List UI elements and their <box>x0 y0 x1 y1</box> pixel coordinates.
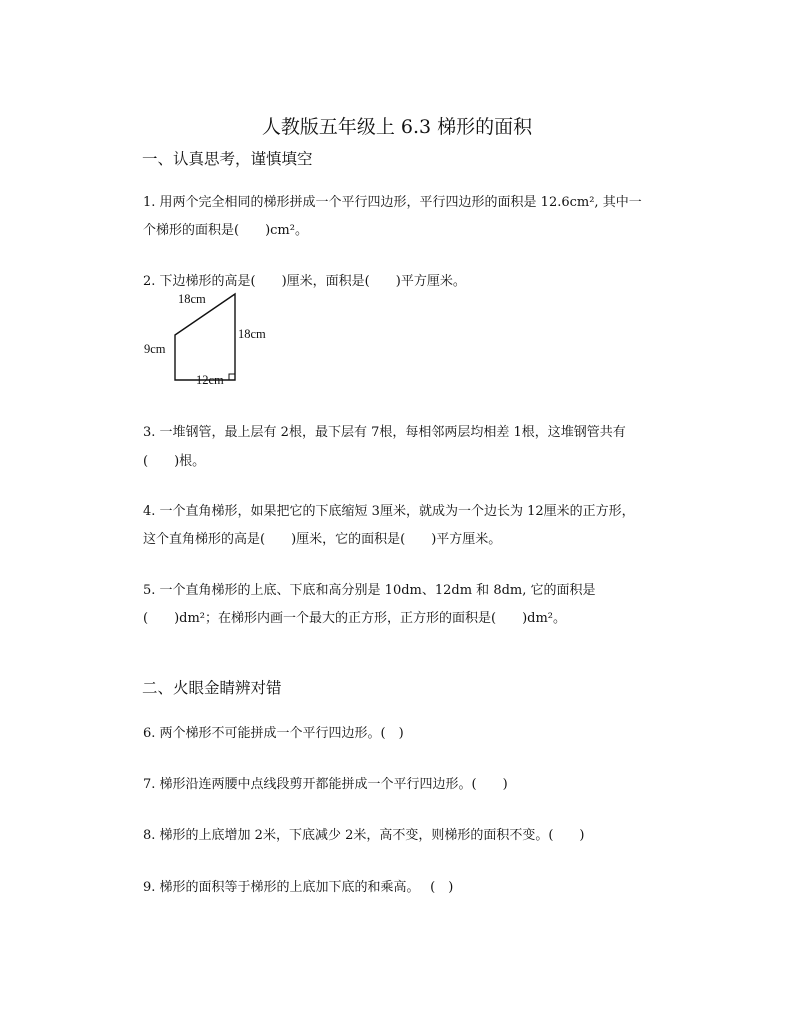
question-8: 8. 梯形的上底增加 2米，下底减少 2米，高不变，则梯形的面积不变。( ) <box>143 828 585 843</box>
section-heading-true-false: 二、火眼金睛辨对错 <box>142 679 282 697</box>
trapezoid-diagram <box>140 287 290 390</box>
question-6: 6. 两个梯形不可能拼成一个平行四边形。( ) <box>143 726 404 741</box>
trapezoid-shape <box>175 294 235 380</box>
section-heading-fill-in: 一、认真思考，谨慎填空 <box>142 150 313 168</box>
label-left-side: 9cm <box>144 342 166 356</box>
question-3-line-1: 3. 一堆钢管，最上层有 2根，最下层有 7根，每相邻两层均相差 1根，这堆钢管共有 <box>143 425 626 440</box>
question-4-line-1: 4. 一个直角梯形，如果把它的下底缩短 3厘米，就成为一个边长为 12厘米的正方形， <box>143 504 635 519</box>
question-1-line-1: 1. 用两个完全相同的梯形拼成一个平行四边形，平行四边形的面积是 12.6cm², 其中一 <box>143 195 642 210</box>
right-angle-marker <box>229 374 235 380</box>
question-4-line-2: 这个直角梯形的高是( )厘米，它的面积是( )平方厘米。 <box>143 532 502 547</box>
question-3-line-2: ( )根。 <box>143 454 206 469</box>
question-2-line-1: 2. 下边梯形的高是( )厘米，面积是( )平方厘米。 <box>143 274 466 289</box>
question-1-line-2: 个梯形的面积是( )cm²。 <box>143 223 308 238</box>
question-7: 7. 梯形沿连两腰中点线段剪开都能拼成一个平行四边形。( ) <box>143 777 508 792</box>
page-title: 人教版五年级上 6.3 梯形的面积 <box>261 116 533 138</box>
label-right-side: 18cm <box>238 327 266 341</box>
question-5-line-2: ( )dm²；在梯形内画一个最大的正方形，正方形的面积是( )dm²。 <box>143 611 567 626</box>
label-bottom-side: 12cm <box>196 373 224 387</box>
label-top-side: 18cm <box>178 292 206 306</box>
question-9: 9. 梯形的面积等于梯形的上底加下底的和乘高。 ( ) <box>143 880 454 895</box>
question-5-line-1: 5. 一个直角梯形的上底、下底和高分别是 10dm、12dm 和 8dm, 它的面积是 <box>143 583 596 598</box>
